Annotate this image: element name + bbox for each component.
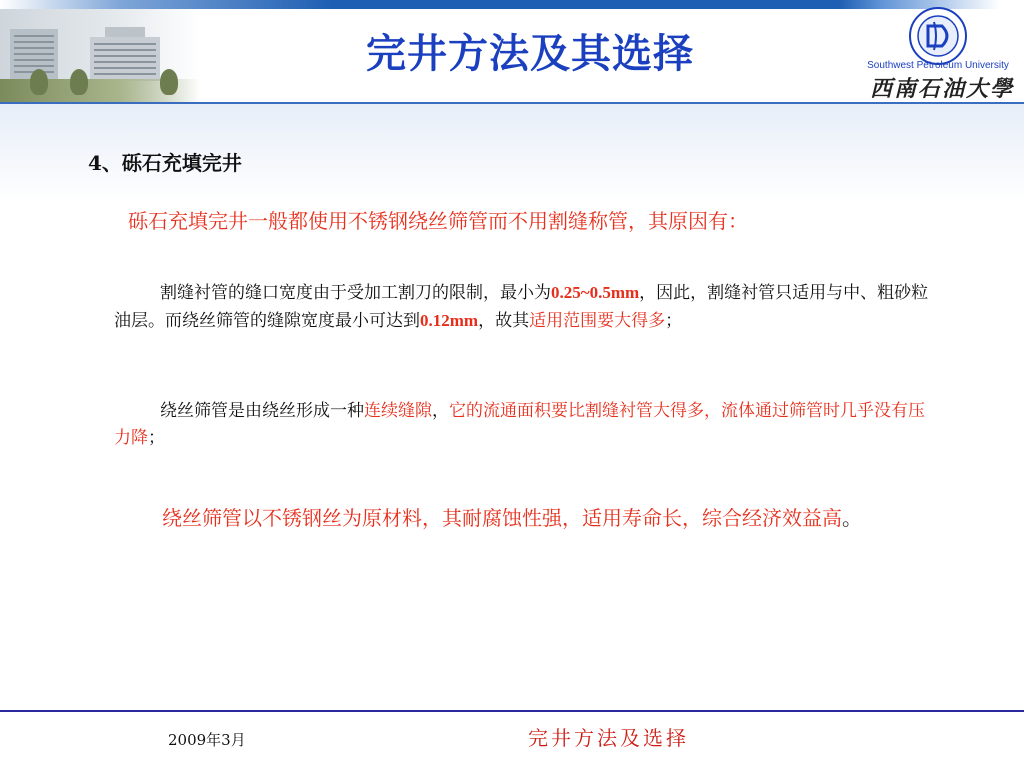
p2-text-e: ； <box>148 428 165 448</box>
p1-highlight: 适用范围要大得多 <box>529 311 666 331</box>
p1-slot-width: 0.25~0.5mm <box>551 283 640 302</box>
p2-text-a: 绕丝筛管是由绕丝形成一种 <box>160 401 364 421</box>
paragraph-material <box>120 504 920 532</box>
p2-text-c: ， <box>432 401 449 421</box>
university-logo-icon <box>908 6 968 66</box>
tree-icon <box>30 69 48 95</box>
p3-text-a: 绕丝筛管以不锈钢丝为原材料，其耐腐蚀性强，适用寿命长，综合经济效益高 <box>162 506 842 530</box>
campus-photo <box>0 9 200 103</box>
p2-highlight-flow: 它的流通面积要比割缝衬管大得多，流体通过筛管时几乎没有压力降 <box>114 401 925 448</box>
tree-icon <box>70 69 88 95</box>
footer-divider <box>0 710 1024 712</box>
p1-text-b: ，因此，割缝衬管只适用与中、粗砂粒油层。而绕丝筛管的缝隙宽度最小可达到 <box>114 283 929 331</box>
p1-min-gap: 0.12mm <box>420 311 479 330</box>
slide-title: 完井方法及其选择 <box>366 31 694 77</box>
header-top-bar <box>0 0 1024 9</box>
p1-text-c: ，故其 <box>478 311 530 331</box>
p1-text-e: ； <box>665 311 683 331</box>
p2-highlight-gap: 连续缝隙 <box>364 401 432 421</box>
section-heading: 4、砾石充填完井 <box>88 151 242 175</box>
paragraph-slotted-liner <box>114 279 929 335</box>
paragraph-wire-screen <box>114 398 929 452</box>
university-name-en: Southwest Petroleum University <box>867 60 1009 71</box>
p1-text-a: 割缝衬管的缝口宽度由于受加工割刀的限制，最小为 <box>160 283 551 303</box>
tree-icon <box>160 69 178 95</box>
building-windows <box>94 43 156 77</box>
footer-date: 2009年3月 <box>168 731 246 749</box>
university-name-cn: 西南石油大學 <box>869 76 1014 102</box>
footer-title: 完井方法及选择 <box>528 726 689 750</box>
intro-text: 砾石充填完井一般都使用不锈钢绕丝筛管而不用割缝称管，其原因有： <box>128 209 748 233</box>
p3-text-b: 。 <box>842 506 862 530</box>
